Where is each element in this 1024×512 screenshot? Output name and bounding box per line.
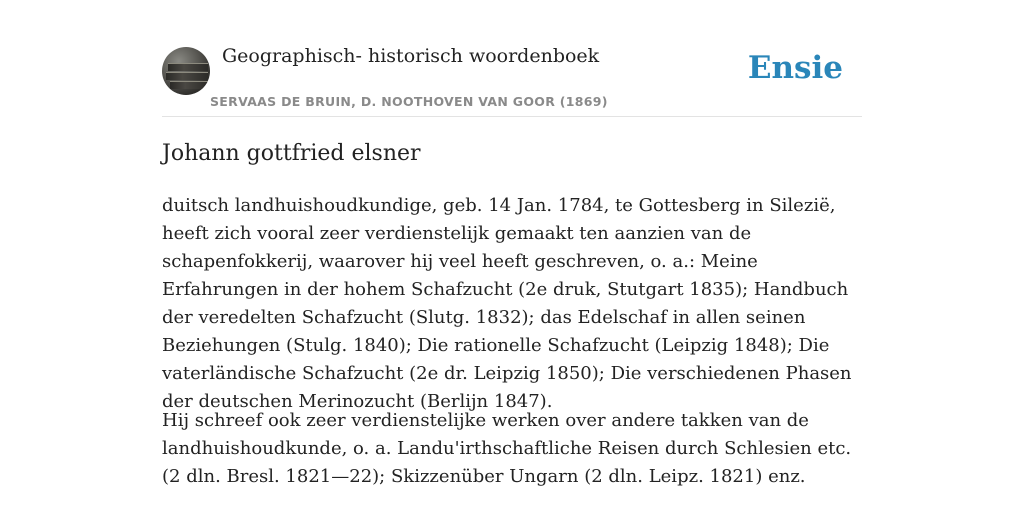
brand-logo-link[interactable]: Ensie (747, 50, 843, 86)
book-cover-avatar[interactable] (162, 47, 210, 95)
entry-paragraph: duitsch landhuishoudkundige, geb. 14 Jan. 1784, te Gottesberg in Silezië, heeft zich vooral zeer verdienstelijk gemaakt ten aanzien van de schapenfokkerij, waarover hij veel heeft geschreven, o. a.: Meine Erfahrungen in der hohem Schafzucht (2e druk, Stutgart 1835); Handbuch der veredelten Schafzucht (Slutg. 1832); das Edelschaf in allen seinen Beziehungen (Stulg. 1840); Die rationelle Schafzucht (Leipzig 1848); Die vaterländische Schafzucht (2e dr. Leipzig 1850); Die verschiedenen Phasen der deutschen Merinozucht (Berlijn 1847). (162, 195, 852, 412)
book-spine-icon (168, 63, 208, 71)
page (162, 0, 862, 487)
entry-paragraph: Hij schreef ook zeer verdienstelijke werken over andere takken van de landhuishoudkunde, o. a. Landu'irthschaftliche Reisen durch Schlesien etc. (2 dln. Bresl. 1821—22); Skizzenüber Ungarn (2 dln. Leipz. 1821) enz. (162, 410, 852, 487)
entry-title: Johann gottfried elsner (162, 141, 421, 166)
book-spine-icon (170, 81, 208, 89)
header (162, 0, 862, 117)
book-title[interactable]: Geographisch- historisch woordenboek (222, 45, 600, 67)
book-authors: SERVAAS DE BRUIN, D. NOOTHOVEN VAN GOOR (1869) (210, 94, 608, 109)
book-spine-icon (166, 72, 208, 80)
